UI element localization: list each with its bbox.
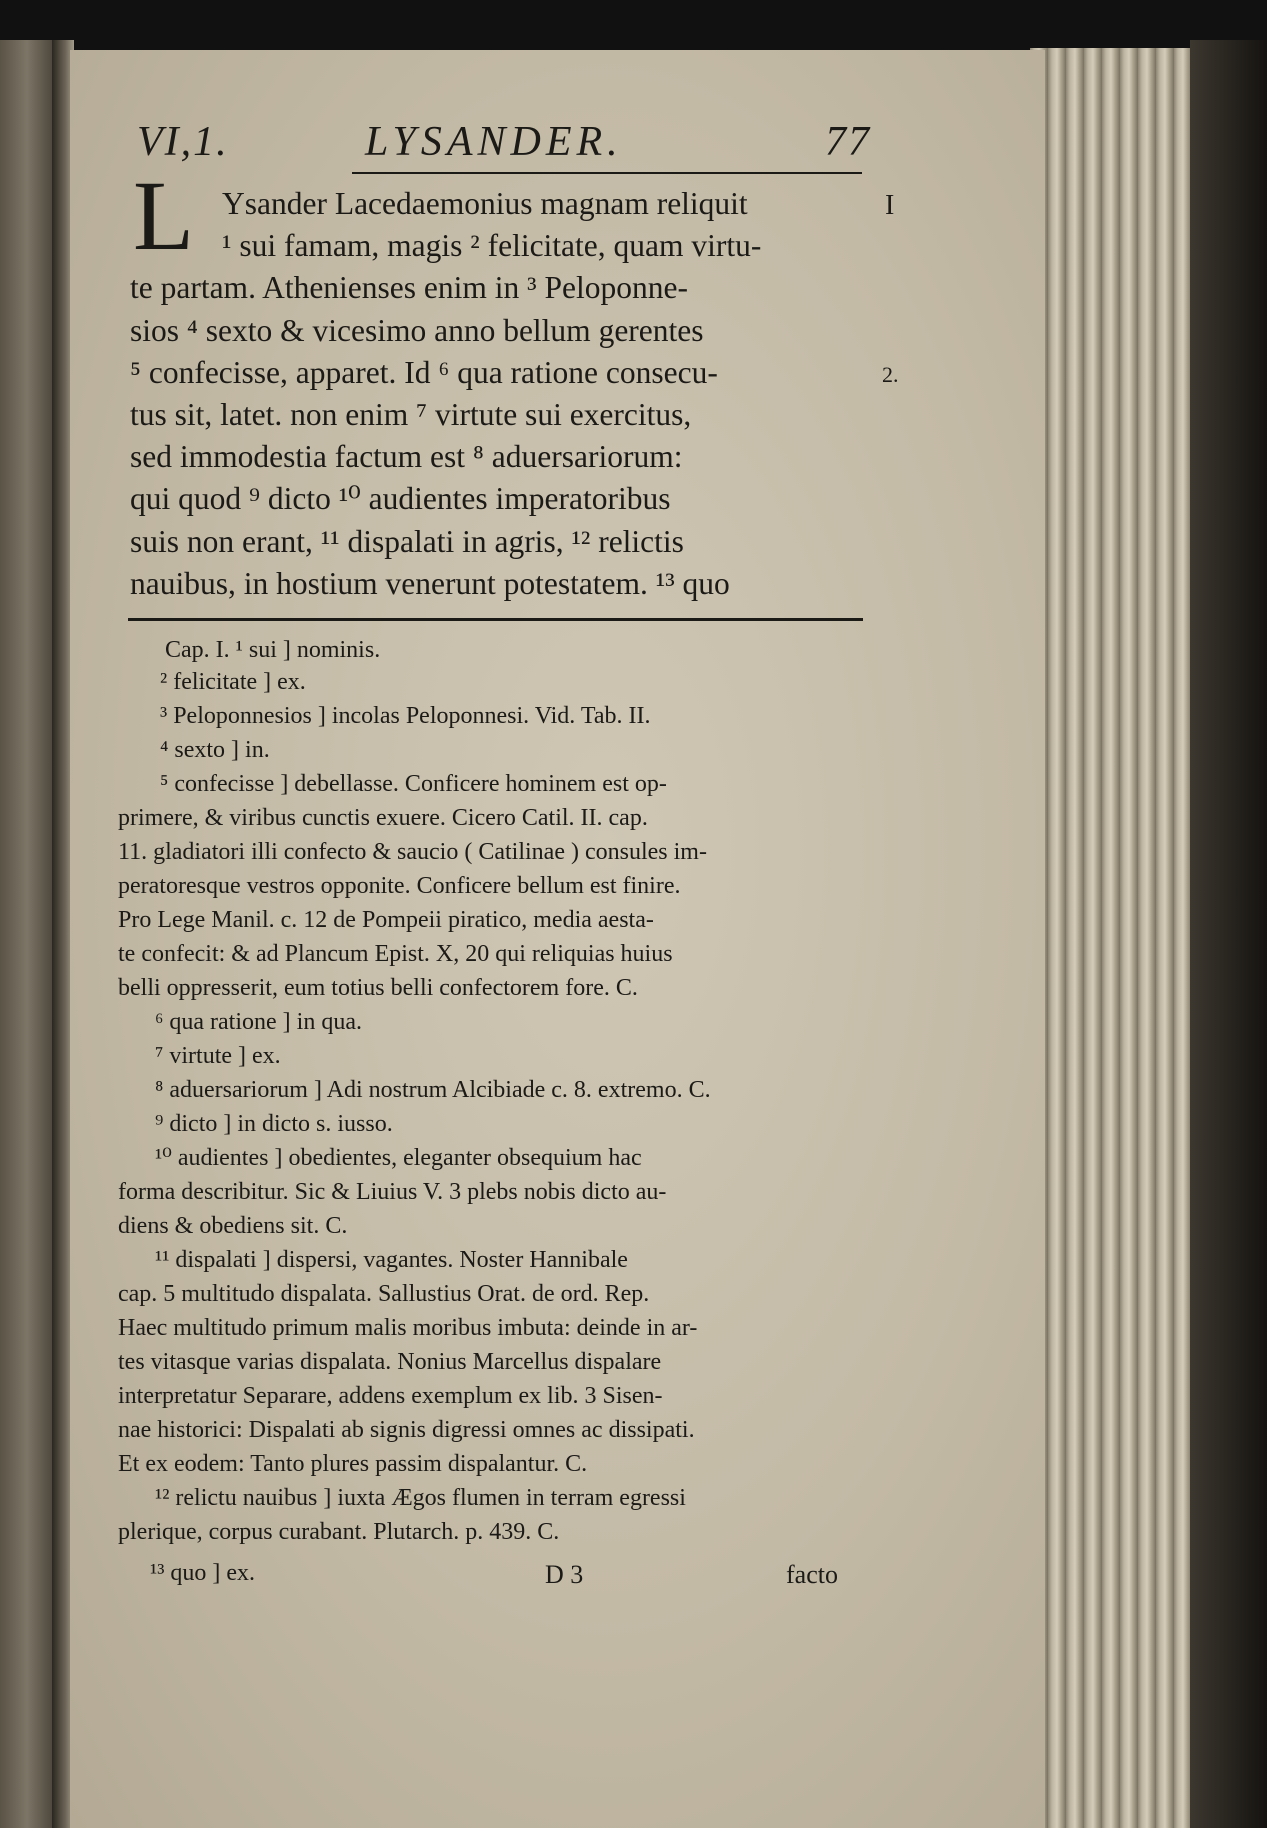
margin-number: 2. [882, 362, 899, 387]
footnote-line: 11. gladiatori illi confecto & saucio ( Catilinae ) consules im- [118, 839, 707, 865]
footnote-line: ⁴ sexto ] in. [160, 737, 270, 763]
margin-number: I [885, 190, 895, 221]
footnote-line: ³ Peloponnesios ] incolas Peloponnesi. Vid. Tab. II. [160, 703, 651, 729]
body-line: qui quod ⁹ dicto ¹⁰ audientes imperatoribus [130, 481, 671, 516]
footnote-line: cap. 5 multitudo dispalata. Sallustius Orat. de ord. Rep. [118, 1281, 650, 1307]
footnote-line: te confecit: & ad Plancum Epist. X, 20 qui reliquias huius [118, 941, 673, 967]
footnote-line: nae historici: Dispalati ab signis digressi omnes ac dissipati. [118, 1417, 695, 1443]
footnote-line: Cap. I. ¹ sui ] nominis. [165, 637, 381, 663]
notes-rule [128, 618, 863, 621]
background-shadow [1190, 40, 1267, 1828]
footnote-line: belli oppresserit, eum totius belli confectorem fore. C. [118, 975, 638, 1001]
body-line: Ysander Lacedaemonius magnam reliquit [222, 186, 748, 221]
chapter-marker: VI,1. [137, 119, 229, 165]
footnote-line: ¹¹ dispalati ] dispersi, vagantes. Noster Hannibale [155, 1247, 628, 1273]
body-line: sed immodestia factum est ⁸ aduersariorum: [130, 439, 683, 474]
footnote-line: interpretatur Separare, addens exemplum ex lib. 3 Sisen- [118, 1383, 663, 1409]
body-line: ¹ sui famam, magis ² felicitate, quam virtu- [222, 228, 762, 263]
body-line: suis non erant, ¹¹ dispalati in agris, ¹² relictis [130, 524, 684, 559]
footnote-line: ⁶ qua ratione ] in qua. [155, 1009, 362, 1035]
footnote-line: Pro Lege Manil. c. 12 de Pompeii piratico, media aesta- [118, 907, 654, 933]
footnote-line: primere, & viribus cunctis exuere. Cicero Catil. II. cap. [118, 805, 648, 831]
footnote-line: Et ex eodem: Tanto plures passim dispalantur. C. [118, 1451, 588, 1477]
footnote-line: plerique, corpus curabant. Plutarch. p. 439. C. [118, 1519, 560, 1545]
footnote-line: ¹⁰ audientes ] obedientes, eleganter obsequium hac [155, 1145, 642, 1171]
footnote-line: forma describitur. Sic & Liuius V. 3 plebs nobis dicto au- [118, 1179, 667, 1205]
catchword: facto [786, 1560, 838, 1589]
body-line: te partam. Athenienses enim in ³ Peloponne- [130, 270, 688, 305]
signature-mark: D 3 [545, 1560, 584, 1589]
footnote-line: peratoresque vestros opponite. Conficere bellum est finire. [118, 873, 681, 899]
left-page-edge [0, 40, 60, 1828]
drop-cap: L [133, 160, 195, 271]
page-number: 77 [825, 119, 871, 165]
footnote-line: diens & obediens sit. C. [118, 1213, 348, 1239]
footnote-line: ⁸ aduersariorum ] Adi nostrum Alcibiade c. 8. extremo. C. [155, 1077, 711, 1103]
running-title: LYSANDER. [365, 119, 623, 165]
footnote-line: ⁷ virtute ] ex. [155, 1043, 281, 1069]
footnote-line: Haec multitudo primum malis moribus imbuta: deinde in ar- [118, 1315, 698, 1341]
header-rule [352, 172, 862, 174]
footnote-line: ⁹ dicto ] in dicto s. iusso. [155, 1111, 393, 1137]
body-line: sios ⁴ sexto & vicesimo anno bellum gerentes [130, 313, 704, 348]
footnote-13: ¹³ quo ] ex. [150, 1560, 256, 1586]
footnote-line: tes vitasque varias dispalata. Nonius Marcellus dispalare [118, 1349, 662, 1375]
body-line: ⁵ confecisse, apparet. Id ⁶ qua ratione consecu- [130, 355, 718, 390]
footnote-line: ⁵ confecisse ] debellasse. Conficere hominem est op- [160, 771, 667, 797]
footnote-line: ² felicitate ] ex. [160, 669, 306, 695]
body-line: tus sit, latet. non enim ⁷ virtute sui exercitus, [130, 397, 692, 432]
body-line: nauibus, in hostium venerunt potestatem. ¹³ quo [130, 566, 730, 601]
footnote-line: ¹² relictu nauibus ] iuxta Ægos flumen in terram egressi [155, 1485, 686, 1511]
